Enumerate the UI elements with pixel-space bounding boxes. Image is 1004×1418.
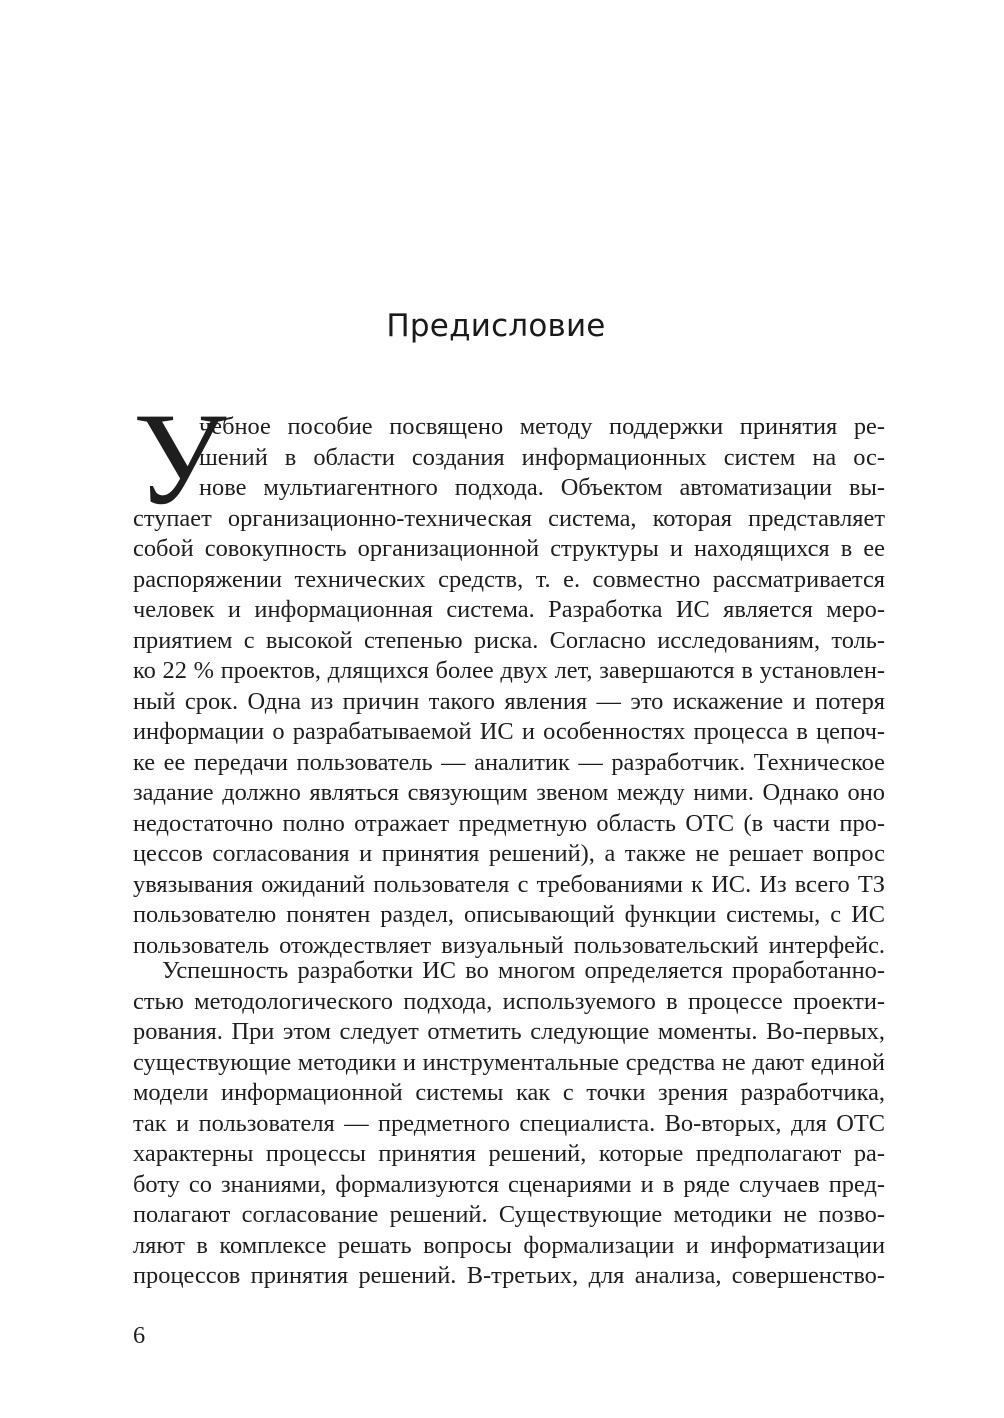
- text-line: полагают согласование решений. Существующие методики не позво-: [133, 1201, 885, 1228]
- text-line: так и пользователя — предметного специалиста. Во-вторых, для ОТС: [133, 1109, 885, 1137]
- text-line: нове мультиагентного подхода. Объектом автоматизации вы-: [199, 474, 885, 501]
- text-line: существующие методики и инструментальные средства не дают единой: [133, 1048, 885, 1076]
- text-line: рования. При этом следует отметить следующие моменты. Во-первых,: [133, 1018, 885, 1045]
- text-line: модели информационной системы как с точки зрения разработчика,: [133, 1079, 885, 1106]
- page-number: 6: [133, 1322, 146, 1349]
- text-line: характерны процессы принятия решений, которые предполагают ра-: [133, 1140, 885, 1167]
- text-line: информации о разрабатываемой ИС и особенностях процесса в цепоч-: [133, 718, 885, 745]
- text-line: увязывания ожиданий пользователя с требованиями к ИС. Из всего ТЗ: [133, 870, 885, 898]
- paragraph-2: [133, 956, 885, 1292]
- text-line: собой совокупность организационной структуры и находящихся в ее: [133, 535, 885, 562]
- text-line: распоряжении технических средств, т. е. совместно рассматривается: [133, 565, 885, 593]
- text-line: цессов согласования и принятия решений), а также не решает вопрос: [133, 840, 885, 867]
- page-title: Предисловие: [386, 308, 606, 344]
- text-line: ный срок. Одна из причин такого явления — это искажение и потеря: [133, 687, 885, 715]
- text-line: ступает организационно-техническая система, которая представляет: [133, 504, 885, 532]
- text-line: процессов принятия решений. В-третьих, для анализа, совершенство-: [133, 1262, 885, 1289]
- text-line: ке ее передачи пользователь — аналитик — разработчик. Техническое: [133, 748, 885, 776]
- text-line: чебное пособие посвящено методу поддержки принятия ре-: [199, 413, 885, 440]
- text-line: задание должно являться связующим звеном между ними. Однако оно: [133, 779, 885, 806]
- text-line: боту со знаниями, формализуются сценариями и в ряде случаев пред-: [133, 1170, 885, 1198]
- text-line: пользователь отождествляет визуальный пользовательский интерфейс.: [133, 931, 885, 959]
- text-line: Успешность разработки ИС во многом определяется проработанно-: [162, 957, 885, 984]
- text-line: шений в области создания информационных систем на ос-: [199, 443, 885, 471]
- text-line: пользователю понятен раздел, описывающий функции системы, с ИС: [133, 901, 885, 928]
- drop-cap: У: [133, 385, 227, 532]
- text-line: недостаточно полно отражает предметную область ОТС (в части про-: [133, 809, 885, 837]
- text-line: приятием с высокой степенью риска. Согласно исследованиям, толь-: [133, 626, 885, 654]
- text-line: ко 22 % проектов, длящихся более двух лет, завершаются в установлен-: [133, 657, 885, 684]
- text-line: человек и информационная система. Разработка ИС является меро-: [133, 596, 885, 623]
- text-line: ляют в комплексе решать вопросы формализации и информатизации: [133, 1231, 885, 1259]
- text-line: стью методологического подхода, используемого в процессе проекти-: [133, 987, 885, 1015]
- paragraph-1: [133, 412, 885, 961]
